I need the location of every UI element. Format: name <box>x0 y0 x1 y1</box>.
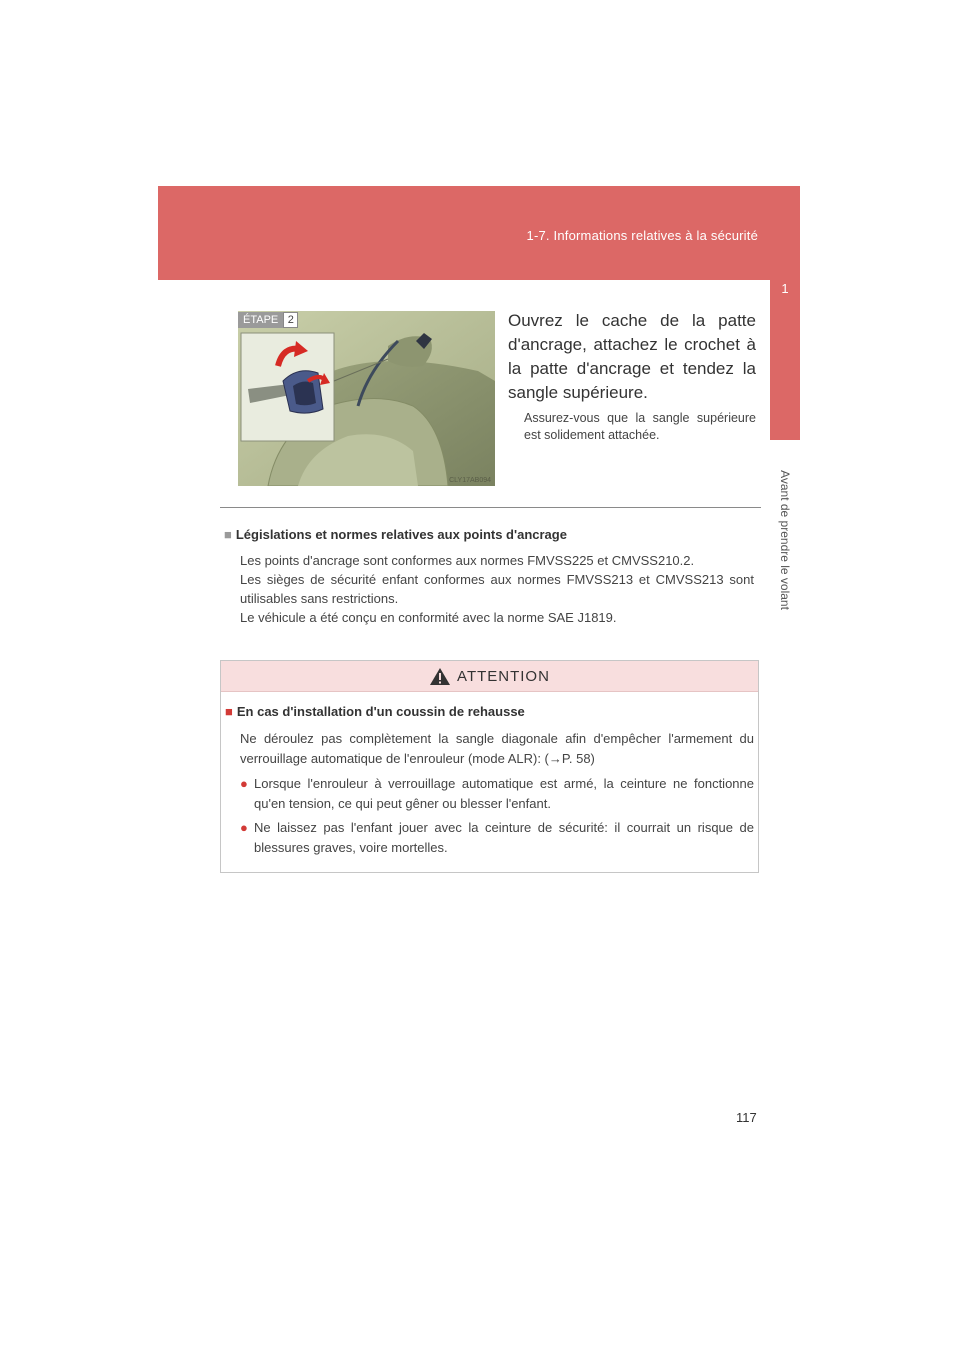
chapter-number: 1 <box>781 281 789 296</box>
bullet-dot-icon: ● <box>240 776 248 791</box>
step-word: ÉTAPE <box>238 312 283 328</box>
info-paragraph: Les sièges de sécurité enfant conformes aux normes FMVSS213 et CMVSS213 sont utilisables sans restrictions. <box>240 572 754 606</box>
page-number: 117 <box>736 1110 757 1125</box>
warning-subheading <box>225 704 525 719</box>
figure-code: CLY17AB094 <box>449 477 491 484</box>
info-heading <box>224 527 567 542</box>
warning-bullet <box>240 818 754 858</box>
warning-subheading-text: En cas d'installation d'un coussin de rehausse <box>236 704 525 719</box>
child-seat-illustration <box>238 311 495 486</box>
bullet-dot-icon: ● <box>240 820 248 835</box>
step-number: 2 <box>283 312 298 328</box>
warning-triangle-icon <box>429 667 451 686</box>
step-note: Assurez-vous que la sangle supérieure est solidement attachée. <box>524 411 756 442</box>
info-paragraph: Les points d'ancrage sont conformes aux normes FMVSS225 et CMVSS210.2. <box>240 553 695 568</box>
step-label <box>238 312 298 328</box>
chapter-tab <box>770 186 800 440</box>
warning-title: ATTENTION <box>457 667 550 685</box>
info-body <box>240 551 754 627</box>
warning-bullet <box>240 774 754 814</box>
info-heading-text: Législations et normes relatives aux points d'ancrage <box>235 527 567 542</box>
warning-bullet-text: Lorsque l'enrouleur à verrouillage automatique est armé, la ceinture ne fonctionne qu'en tension, ce qui peut gêner ou blesser l'enfant. <box>254 776 754 811</box>
illustration-anchor-strap <box>238 311 495 486</box>
step-instruction: Ouvrez le cache de la patte d'ancrage, attachez le crochet à la patte d'ancrage et tendez la sangle supérieure. <box>508 311 756 402</box>
warning-body: Ne déroulez pas complètement la sangle diagonale afin d'empêcher l'armement du verrouillage automatique de l'enrouleur (mode ALR): (→P. 58) <box>240 731 754 766</box>
warning-bullet-text: Ne laissez pas l'enfant jouer avec la ceinture de sécurité: il courrait un risque de blessures graves, voire mortelles. <box>254 820 754 855</box>
chapter-label <box>775 455 795 625</box>
divider <box>220 507 761 508</box>
square-bullet-icon: ■ <box>224 527 232 542</box>
header-band <box>158 186 800 280</box>
info-paragraph: Le véhicule a été conçu en conformité avec la norme SAE J1819. <box>240 610 617 625</box>
square-bullet-icon: ■ <box>225 704 233 719</box>
chapter-label-text: Avant de prendre le volant <box>778 470 792 610</box>
section-title: 1-7. Informations relatives à la sécurité <box>526 228 758 243</box>
warning-box <box>220 660 759 873</box>
warning-header <box>221 661 758 692</box>
